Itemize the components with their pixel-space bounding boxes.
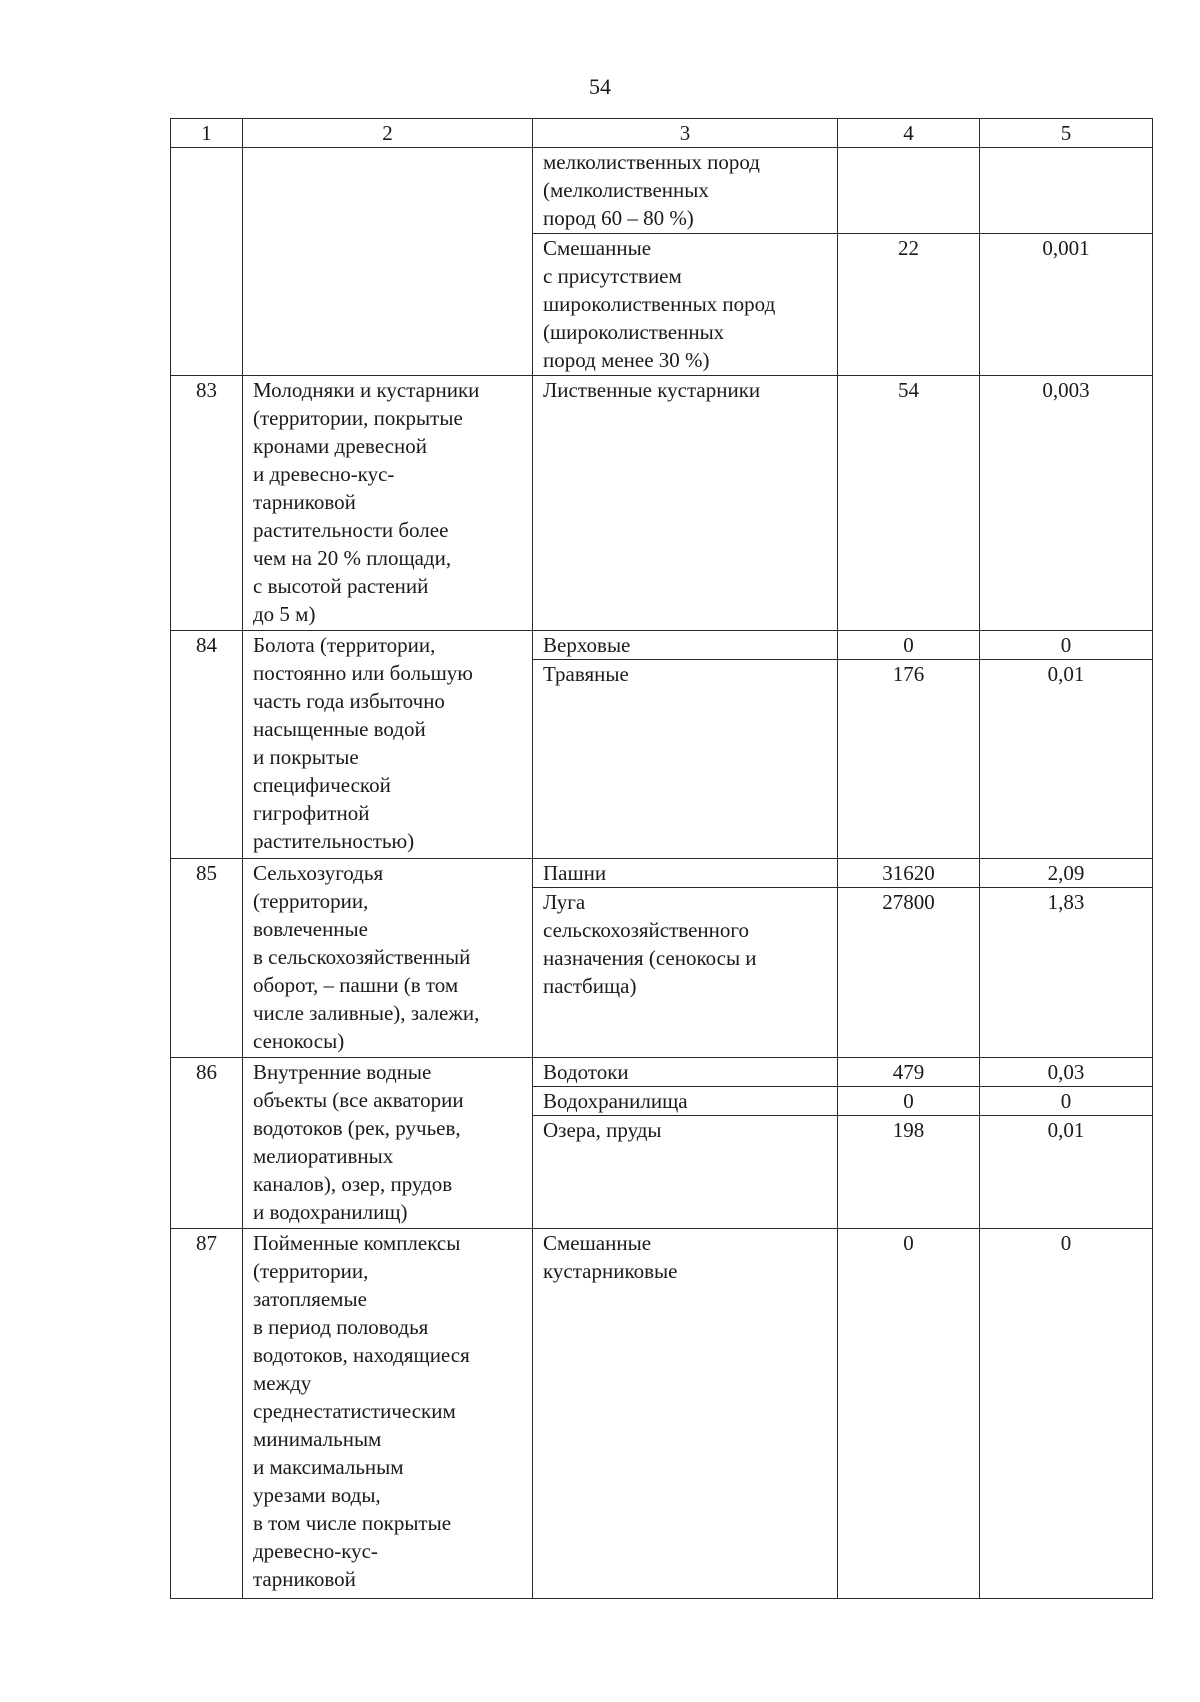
col-header-1: 1 [171,119,243,148]
area-cell: 22 [838,234,980,376]
text-line: Внутренние водные [253,1060,432,1084]
row-number-cell: 85 [171,859,243,1058]
text-line: Сельхозугодья [253,861,384,885]
text-line: постоянно или большую [253,661,473,685]
share-cell: 2,09 [980,859,1153,888]
text-line: водотоков, находящиеся [253,1343,470,1367]
text-line: и водохранилищ) [253,1200,408,1224]
text-line: сенокосы) [253,1029,345,1053]
subtype-cell [533,234,838,376]
header-row [171,119,1153,148]
row-number-cell: 86 [171,1058,243,1229]
category-cell [243,1229,533,1599]
text-line: в период половодья [253,1315,429,1339]
text-line: мелиоративных [253,1144,394,1168]
text-line: пород 60 – 80 %) [543,206,694,230]
text-line: минимальным [253,1427,382,1451]
page-number: 54 [589,74,611,99]
category-cell [243,1058,533,1229]
text-line: специфической [253,773,391,797]
table-row [171,1058,1153,1087]
row-number-cell: 83 [171,376,243,631]
text-line: оборот, – пашни (в том [253,973,459,997]
text-line: водотоков (рек, ручьев, [253,1116,461,1140]
text-line: и покрытые [253,745,359,769]
text-line: тарниковой [253,490,356,514]
text-line: Травяные [543,662,629,686]
category-cell [243,631,533,859]
subtype-cell [533,1116,838,1229]
text-line: (территории, [253,889,369,913]
text-line: пород менее 30 %) [543,348,710,372]
text-line: между [253,1371,312,1395]
row-number-cell [171,148,243,376]
text-line: (территории, [253,1259,369,1283]
text-line: Смешанные [543,1231,652,1255]
area-cell: 198 [838,1116,980,1229]
text-line: пастбища) [543,974,637,998]
text-line: урезами воды, [253,1483,381,1507]
subtype-cell [533,1229,838,1599]
table-row [171,376,1153,631]
text-line: часть года избыточно [253,689,445,713]
subtype-cell [533,1058,838,1087]
text-line: и древесно-кус- [253,462,395,486]
area-cell: 0 [838,631,980,660]
text-line: Молодняки и кустарники [253,378,480,402]
table-row [171,859,1153,888]
share-cell: 0,01 [980,1116,1153,1229]
text-line: (мелколиственных [543,178,709,202]
text-line: (широколиственных [543,320,725,344]
col-header-2: 2 [243,119,533,148]
text-line: объекты (все акватории [253,1088,464,1112]
area-cell: 0 [838,1087,980,1116]
row-number-cell: 84 [171,631,243,859]
subtype-cell [533,148,838,234]
share-cell [980,148,1153,234]
share-cell: 0 [980,1087,1153,1116]
category-cell [243,376,533,631]
text-line: чем на 20 % площади, [253,546,452,570]
text-line: Озера, пруды [543,1118,662,1142]
share-cell: 0,003 [980,376,1153,631]
subtype-cell [533,631,838,660]
text-line: Смешанные [543,236,652,260]
text-line: Луга [543,890,586,914]
col-header-4: 4 [838,119,980,148]
share-cell: 1,83 [980,888,1153,1058]
text-line: назначения (сенокосы и [543,946,757,970]
category-cell [243,148,533,376]
table-row [171,148,1153,234]
area-cell: 31620 [838,859,980,888]
share-cell: 0,01 [980,660,1153,859]
col-header-5: 5 [980,119,1153,148]
text-line: с высотой растений [253,574,429,598]
subtype-cell [533,660,838,859]
text-line: насыщенные водой [253,717,426,741]
share-cell: 0 [980,631,1153,660]
subtype-cell [533,376,838,631]
text-line: Лиственные кустарники [543,378,761,402]
text-line: Пойменные комплексы [253,1231,461,1255]
subtype-cell [533,859,838,888]
text-line: (территории, покрытые [253,406,463,430]
text-line: гигрофитной [253,801,370,825]
text-line: и максимальным [253,1455,404,1479]
area-cell: 0 [838,1229,980,1599]
text-line: Водотоки [543,1060,629,1084]
share-cell: 0 [980,1229,1153,1599]
share-cell: 0,03 [980,1058,1153,1087]
category-cell [243,859,533,1058]
text-line: Болота (территории, [253,633,436,657]
area-cell: 27800 [838,888,980,1058]
text-line: среднестатистическим [253,1399,456,1423]
text-line: вовлеченные [253,917,368,941]
text-line: кронами древесной [253,434,427,458]
text-line: Верховые [543,633,631,657]
row-number-cell: 87 [171,1229,243,1599]
share-cell: 0,001 [980,234,1153,376]
subtype-cell [533,1087,838,1116]
area-cell: 54 [838,376,980,631]
text-line: тарниковой [253,1567,356,1591]
text-line: широколиственных пород [543,292,776,316]
text-line: кустарниковые [543,1259,678,1283]
text-line: Водохранилища [543,1089,688,1113]
col-header-3: 3 [533,119,838,148]
area-cell: 176 [838,660,980,859]
text-line: в том числе покрытые [253,1511,452,1535]
text-line: до 5 м) [253,602,316,626]
text-line: мелколиственных пород [543,150,760,174]
table-row [171,631,1153,660]
data-table [170,118,1153,1599]
text-line: числе заливные), залежи, [253,1001,480,1025]
area-cell: 479 [838,1058,980,1087]
area-cell [838,148,980,234]
text-line: растительностью) [253,829,415,853]
text-line: с присутствием [543,264,682,288]
text-line: в сельскохозяйственный [253,945,471,969]
text-line: растительности более [253,518,449,542]
table-row [171,1229,1153,1599]
text-line: затопляемые [253,1287,367,1311]
text-line: сельскохозяйственного [543,918,749,942]
text-line: каналов), озер, прудов [253,1172,453,1196]
text-line: Пашни [543,861,607,885]
text-line: древесно-кус- [253,1539,378,1563]
subtype-cell [533,888,838,1058]
